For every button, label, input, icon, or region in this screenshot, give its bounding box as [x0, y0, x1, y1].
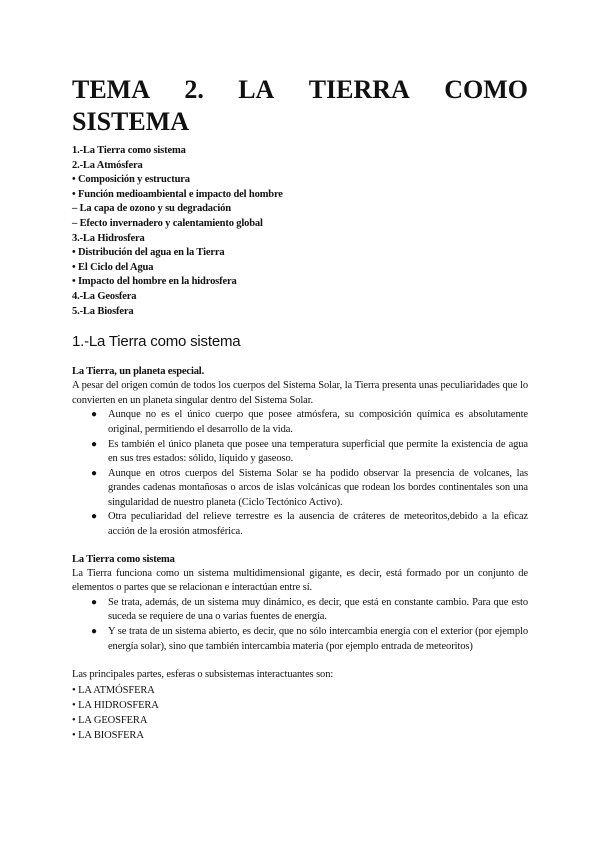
subsection-planeta-especial — [72, 365, 528, 540]
subsystems-block — [72, 668, 528, 743]
toc-item: 4.-La Geosfera — [72, 290, 137, 302]
title-word: TEMA — [72, 75, 150, 104]
bullet-icon: ● — [91, 511, 97, 523]
subsystem-item: • LA GEOSFERA — [72, 714, 148, 726]
bullet-icon: ● — [91, 409, 97, 421]
title-word: TIERRA — [308, 75, 410, 104]
paragraph: A pesar del origen común de todos los cuerpos del Sistema Solar, la Tierra presenta unas peculiaridades que lo convierten en un planeta singular dentro del Sistema Solar. — [72, 380, 528, 406]
toc-item: 1.-La Tierra como sistema — [72, 145, 186, 156]
subsystem-item: • LA ATMÓSFERA — [72, 684, 155, 696]
toc-item: • Distribución del agua en la Tierra — [72, 247, 225, 259]
bullet-text: Aunque no es el único cuerpo que posee atmósfera, su composición química es absolutamente original, permitiendo el desarrollo de la vida. — [108, 409, 528, 435]
bullet-list — [72, 408, 528, 539]
toc-item: • Composición y estructura — [72, 174, 190, 186]
toc-item: 3.-La Hidrosfera — [72, 232, 145, 244]
toc-item: 2.-La Atmósfera — [72, 159, 143, 171]
bullet-text: Y se trata de un sistema abierto, es decir, que no sólo intercambia energía con el exterior (por ejemplo energía solar), sino que también intercambia materia (por ejemplo entrada de meteoritos) — [108, 626, 528, 652]
toc-item: – Efecto invernadero y calentamiento global — [72, 217, 263, 229]
title-line-1 — [72, 74, 528, 106]
subsection-title: La Tierra, un planeta especial. — [72, 366, 205, 378]
bullet-icon: ● — [91, 467, 97, 479]
toc-item: • Impacto del hombre en la hidrosfera — [72, 276, 237, 288]
toc-item: • Función medioambiental e impacto del hombre — [72, 188, 283, 200]
paragraph: La Tierra funciona como un sistema multidimensional gigante, es decir, está formado por un conjunto de elementos o partes que se relacionan e interactúan entre sí. — [72, 567, 528, 594]
section-heading: 1.-La Tierra como sistema — [72, 333, 241, 351]
bullet-item — [91, 596, 528, 625]
bullet-item — [91, 408, 528, 437]
bullet-item — [91, 438, 528, 467]
document-title — [72, 74, 528, 138]
title-word: COMO — [444, 75, 528, 104]
toc-item: 5.-La Biosfera — [72, 305, 134, 317]
bullet-list — [72, 596, 528, 654]
bullet-text: Aunque en otros cuerpos del Sistema Solar se ha podido observar la presencia de volcanes, las grandes cadenas montañosas o arcos de islas volcánicas que rodean los bordes continentales son una singularidad de nuestro planeta (Ciclo Tectónico Activo). — [108, 467, 528, 508]
paragraph: Las principales partes, esferas o subsistemas interactuantes son: — [72, 669, 334, 681]
bullet-item — [91, 510, 528, 539]
bullet-icon: ● — [91, 438, 97, 450]
bullet-icon: ● — [91, 596, 97, 608]
title-word: LA — [238, 75, 275, 104]
bullet-item — [91, 467, 528, 511]
bullet-text: Otra peculiaridad del relieve terrestre es la ausencia de cráteres de meteoritos,debido a la eficaz acción de la erosión atmosférica. — [108, 511, 528, 538]
toc-item: – La capa de ozono y su degradación — [72, 203, 231, 215]
bullet-text: Es también el único planeta que posee una temperatura superficial que permite la existencia de agua en sus tres estados: sólido, líquido y gaseoso. — [108, 438, 528, 465]
bullet-text: Se trata, además, de un sistema muy dinámico, es decir, que está en constante cambio. Para que esto suceda se requiere de una o varias fuentes de energía. — [108, 596, 528, 623]
bullet-item — [91, 625, 528, 654]
subsection-title: La Tierra como sistema — [72, 553, 175, 565]
subsystem-item: • LA BIOSFERA — [72, 729, 144, 741]
document-page — [72, 74, 528, 743]
title-word: 2. — [184, 75, 204, 104]
subsection-tierra-sistema — [72, 553, 528, 655]
bullet-icon: ● — [91, 626, 97, 638]
subsystem-list — [72, 683, 528, 743]
toc-item: • El Ciclo del Agua — [72, 261, 154, 273]
table-of-contents — [72, 144, 528, 319]
title-line-2: SISTEMA — [72, 107, 190, 136]
subsystem-item: • LA HIDROSFERA — [72, 699, 159, 711]
